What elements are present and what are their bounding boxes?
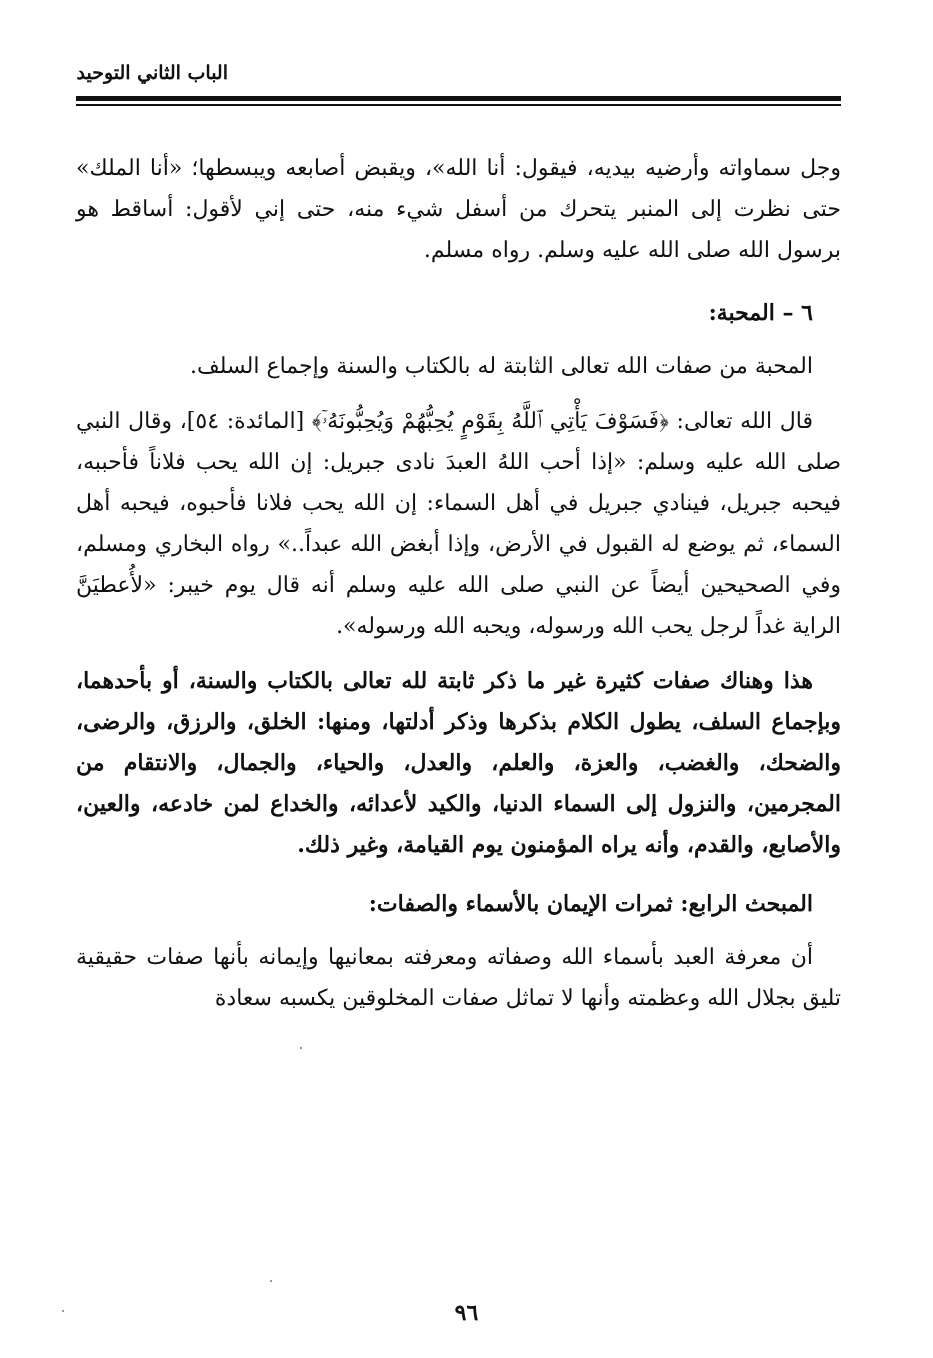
paragraph-hadith-continuation: وجل سماواته وأرضيه بيديه، فيقول: أنا الله»، ويقبض أصابعه ويبسطها؛ «أنا الملك» حتى نظرت إلى المنبر يتحرك من أسفل شيء منه، حتى إني لأقول: أساقط هو برسول الله صلى الله عليه وسلم. رواه مسلم. [76, 156, 841, 263]
header-rule-thick [76, 96, 841, 101]
section-heading-fruits: المبحث الرابع: ثمرات الإيمان بالأسماء والصفات: [368, 891, 813, 917]
paragraph-other-attributes: هذا وهناك صفات كثيرة غير ما ذكر ثابتة لله تعالى بالكتاب والسنة، أو بأحدهما، وبإجماع السلف، يطول الكلام بذكرها وذكر أدلتها، ومنها: الخلق، والرزق، والرضى، والضحك، والغضب، والعزة، والعلم، والعدل، والحياء، والجمال، والانتقام من المجرمين، والنزول إلى السماء الدنيا، والكيد لأعدائه، والخداع لمن خادعه، والعين، والأصابع، والقدم، وأنه يراه المؤمنون يوم القيامة، وغير ذلك. [76, 668, 841, 858]
scan-speck [270, 1280, 272, 1282]
page-number: ٩٦ [454, 1300, 479, 1326]
header-rule-thin [76, 104, 841, 106]
scan-speck [300, 1047, 302, 1049]
subheading-love: ٦ – المحبة: [708, 300, 813, 326]
scan-speck [62, 1310, 64, 1312]
running-header: الباب الثاني التوحيد [76, 62, 228, 84]
paragraph-love-evidence: قال الله تعالى: ﴿فَسَوْفَ يَأْتِي ٱللَّهُ بِقَوْمٍ يُحِبُّهُمْ وَيُحِبُّونَهُۥٓ﴾ [المائدة: ٥٤]، وقال النبي صلى الله عليه وسلم: «إذا أحب اللهُ العبدَ نادى جبريل: إن الله يحب فلاناً فأحببه، فيحبه جبريل، فينادي جبريل في أهل السماء: إن الله يحب فلانا فأحبوه، فيحبه أهل السماء، ثم يوضع له القبول في الأرض، وإذا أبغض الله عبداً..» رواه البخاري ومسلم، وفي الصحيحين أيضاً عن النبي صلى الله عليه وسلم أنه قال يوم خيبر: «لأُعطيَنَّ الراية غداً لرجل يحب الله ورسوله، ويحبه الله ورسوله». [76, 409, 841, 639]
page-body [76, 148, 841, 1019]
paragraph-fruits-intro: أن معرفة العبد بأسماء الله وصفاته ومعرفته بمعانيها وإيمانه بأنها صفات حقيقية تليق بجلال الله وعظمته وأنها لا تماثل صفات المخلوقين يكسبه سعادة [76, 945, 841, 1011]
paragraph-love-definition: المحبة من صفات الله تعالى الثابتة له بالكتاب والسنة وإجماع السلف. [189, 354, 813, 379]
